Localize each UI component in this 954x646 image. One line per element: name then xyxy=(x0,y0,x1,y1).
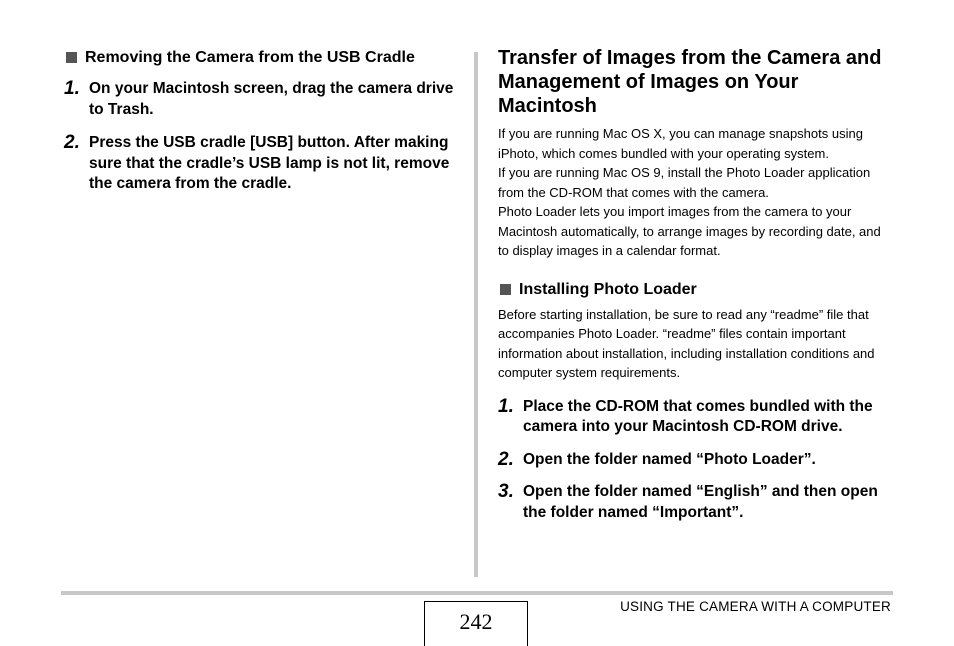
square-bullet-icon xyxy=(66,52,77,63)
page-title: Transfer of Images from the Camera and Management of Images on Your Macintosh xyxy=(498,47,882,117)
step-item xyxy=(498,397,892,438)
footer-section-label: USING THE CAMERA WITH A COMPUTER xyxy=(620,599,891,614)
section-heading-removing-camera xyxy=(64,48,460,68)
section-heading-text: Removing the Camera from the USB Cradle xyxy=(85,49,415,66)
step-item xyxy=(64,79,460,120)
intro-line-mac-os-x: If you are running Mac OS X, you can manage snapshots using iPhoto, which comes bundled with your operating system. xyxy=(498,126,863,161)
step-text: Open the folder named “English” and then open the folder named “Important”. xyxy=(523,483,878,521)
step-item xyxy=(498,482,892,523)
step-text: On your Macintosh screen, drag the camera drive to Trash. xyxy=(89,80,454,118)
step-number: 2. xyxy=(64,132,80,153)
footer-rule xyxy=(61,591,893,595)
section-heading-installing xyxy=(498,280,892,300)
left-column xyxy=(64,48,460,195)
square-bullet-icon xyxy=(500,284,511,295)
step-text: Press the USB cradle [USB] button. After making sure that the cradle’s USB lamp is not lit, remove the camera from the cradle. xyxy=(89,134,450,192)
right-column xyxy=(498,46,892,523)
section-heading-text: Installing Photo Loader xyxy=(519,280,697,298)
step-number: 1. xyxy=(64,78,80,99)
column-divider xyxy=(474,52,478,577)
step-number: 3. xyxy=(498,481,514,502)
step-item xyxy=(498,450,892,471)
step-number: 1. xyxy=(498,395,514,417)
step-text: Place the CD-ROM that comes bundled with the camera into your Macintosh CD-ROM drive. xyxy=(523,397,873,435)
step-text: Open the folder named “Photo Loader”. xyxy=(523,450,816,468)
installation-note: Before starting installation, be sure to read any “readme” file that accompanies Photo Loader. “readme” files contain important information about installation, including installation conditions and computer system requirements. xyxy=(498,306,875,380)
intro-line-mac-os-9: If you are running Mac OS 9, install the Photo Loader application from the CD-ROM that comes with the camera. xyxy=(498,165,871,200)
step-item xyxy=(64,133,460,195)
intro-line-photo-loader: Photo Loader lets you import images from the camera to your Macintosh automatically, to arrange images by recording date, and to display images in a calendar format. xyxy=(498,204,881,258)
page-number: 242 xyxy=(424,601,528,646)
step-number: 2. xyxy=(498,448,514,470)
intro-paragraph xyxy=(498,124,892,261)
